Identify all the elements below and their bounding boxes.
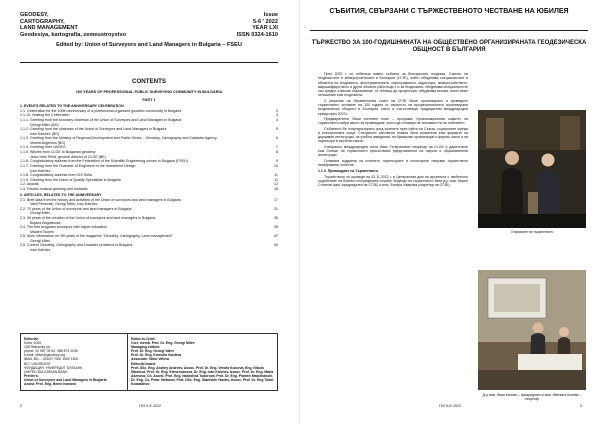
toc-entry (20, 164, 278, 169)
toc-entry-title: 1.1.8. Congratulatory address from GIS Sofia (20, 173, 92, 178)
header-rule (310, 30, 588, 31)
publisher-editor: Assist. Prof. Eng. Belen Ivanova (24, 382, 76, 387)
photo-caption-1: Откриване на тържеството (510, 230, 554, 234)
toc-author: Georgi Milev (30, 211, 51, 216)
editorial-heading: Editorial: (24, 337, 39, 341)
toc-author: Ivan Kalchev (BG) (30, 131, 60, 136)
toc-entry-page: 6 (276, 136, 278, 141)
toc-entry-page: 10 (274, 163, 278, 168)
article-paragraph: Тържеството се проведе на 02.11.2022 г. в Централния дом на архитекта с любезното съдействие на Военно-географската служба. Водещи на тържеството бяха д-р инж. Кирил Стоянов (зам.-председател на СГЗБ) и инж. Бисера Иванова (секретар на СГЗБ). (318, 174, 468, 188)
article-paragraph: Голямата подкрепа на колегите, партньорите и спонсорите направи тържеството незабравимо събитие. (318, 158, 468, 167)
managing-heading: Managing editors: (131, 345, 161, 350)
toc-entry-page: 4 (276, 118, 278, 123)
editorial-line: phone: 02 987 05 52, 088 873 1036 (24, 349, 78, 354)
toc-entry (20, 234, 278, 239)
mast-title-4: Geodesiya, kartografia, zemeustroystvo (20, 31, 127, 38)
right-page-number: 3 (579, 404, 582, 408)
toc-entry-title: 1.1.6. Congratulatory address from the Federation of the Scientific Engineering unions in Bulgaria (FSEU) (20, 159, 188, 164)
editorial-line: ФОНДАЦИЯ: УНИКРЕДИТ БУЛБАНК (24, 365, 83, 370)
toc-entry-title: 1.1.7. Greeting from the Chamber of Engineers in the Investment Design (20, 163, 136, 168)
article-paragraph: През 2022 г. се отбеляза важно събитие за българската геодезия. Съюзът на геодезистите и земеустроителите в България (СГЗБ), който обединява специалистите в областта на геодезията, фотограметрията, картографията, кадастъра, земеустройството, маркшайдерството и други области работещи с и за геодезията, обединява специалистите със средно и висше образование, от техници до професори, обединява всички, които имат отношение към геодезията. (318, 72, 468, 98)
toc-entry-page: 50 (274, 243, 278, 248)
right-header (310, 8, 588, 17)
toc-entry-page: 47 (274, 234, 278, 239)
managing-name: Associate: Nikol Veleva (131, 357, 169, 362)
toc-entry-title: 1.1.1. Greeting from the honorary chairman of the Union of Surveyors and Land Managers in Bulgaria (20, 118, 182, 123)
toc-entry-title: 1.1.10. Hosting the Celebration (20, 113, 70, 118)
toc-entry-page: 11 (274, 173, 278, 178)
toc-entry-title: 1. EVENTS RELATED TO THE ANNIVERSARY CELEBRATION (20, 104, 124, 108)
chief-heading: Editor-in-Chief: (131, 337, 156, 341)
toc-entry-page: 12 (274, 182, 278, 187)
mast-title-2: CARTOGRAPHY, (20, 18, 65, 25)
photo-opening (478, 110, 586, 228)
toc-entry (20, 187, 278, 192)
article-paragraph: Предварително беше изготвен план – програма. Организационния комитет на тържеството избра място за провеждане, което да отговаря на значимостта на събитието. (318, 116, 468, 126)
toc-author: Bojana Bogdanova (30, 220, 61, 225)
article-paragraph: С решение на Управителния съвет на СГЗБ беше организирано и проведено тържествено честване на 100 години от началото на професионалната организирана геодезическа общност в България, както и съпътстващи традиционни международни срещи през 2023 г. (318, 98, 468, 116)
article-heading: ТЪРЖЕСТВО ЗА 100-ГОДИШНИНАТА НА ОБЩЕСТВЕНО ОРГАНИЗИРАНАТА ГЕОДЕЗИЧЕСКА ОБЩНОСТ В БЪЛГАРИЯ (311, 40, 587, 54)
toc-entry (20, 207, 278, 212)
toc-entry-page: 5 (276, 127, 278, 132)
editorial-line: e-mail: office@geodesy.org (24, 353, 66, 358)
toc-entry-title: 2.5. More information on "60 years of the magazine "Geodesy, Cartography, Land management" (20, 234, 173, 239)
toc-entry (20, 225, 278, 230)
article-body (318, 72, 468, 188)
board-heading: Editorial board: (131, 361, 157, 366)
toc-entry-page: 8 (276, 150, 278, 155)
toc-entry-page: 17 (274, 197, 278, 202)
publisher-name: Union of Surveyors and Land Managers in Bulgaria (24, 377, 107, 382)
toc-entry-title: 2.2. 70 years of the Union of surveyors and land managers in Bulgaria (20, 206, 132, 211)
contents-title: CONTENTS (131, 78, 167, 85)
article-paragraph: Събитието бе популяризирано сред колегите през сайта на Съюза, социалните мрежи и електронната поща. Специално изготвени покани бяха изпратени към фирмите на държавни институции, на учебни заведения, на браншови организации и фирми, както и на партньори в изучени съюзи. (318, 126, 468, 144)
contents (20, 78, 278, 252)
right-footer (320, 404, 582, 408)
toc-entry (20, 216, 278, 221)
editorial-line: UNITED BULGARIAN BANK (24, 369, 68, 374)
toc-entry (20, 243, 278, 248)
editorial-box (20, 333, 128, 391)
editorial-line: Sofia, 1000, (24, 341, 43, 346)
masthead (20, 12, 278, 48)
toc-entry-title: 1.1.4. Greeting from UACEG (20, 145, 66, 150)
toc-entry-title: 2.4. The first bulgarian surveyors with higher education (20, 224, 108, 229)
toc-entry-page: 31 (274, 206, 278, 211)
editorial-line: BIC: UNCRBGSF (24, 361, 51, 366)
editorial-board-box (128, 333, 278, 391)
toc-author: Vasil Penevski, Georgi Milev, Ivan Kalchev (30, 202, 98, 207)
contents-part: PART 1 (142, 98, 156, 102)
left-issue: ГКЗ 5-6' 2022 (138, 404, 162, 408)
mast-title-3: LAND MANAGEMENT (20, 25, 78, 32)
toc-entry-title: 1.1.5. Wishes from CLGE to Bulgarian geodesy (20, 150, 96, 155)
mast-issue-1: Issue (263, 12, 278, 18)
toc-entry-page: 3 (276, 113, 278, 118)
right-page (300, 0, 600, 424)
toc-entry-title: 1.3. Festive musical greeting and cocktails (20, 187, 88, 192)
toc-entry-title: 2.3. 95 years of the creation of the Union of surveyors and land managers in Bulgaria (20, 215, 156, 220)
toc-entry-page: 7 (276, 145, 278, 150)
edited-by: Edited by: Union of Surveyors and Land Managers in Bulgaria – FSEU (56, 42, 242, 49)
toc-entry-title: 1.2. Awards (20, 182, 39, 187)
right-issue: ГКЗ 5-6' 2022 (438, 404, 462, 408)
toc-list (20, 104, 278, 252)
toc-author: Ivan Kalchev (30, 247, 51, 252)
chief-name: Corr. memb. Prof. Dr. Eng. Georgi Milev (131, 341, 195, 346)
toc-entry-page: 35 (274, 215, 278, 220)
toc-entry-page: 3 (276, 108, 278, 113)
toc-author: Vesela Angelova (BG) (30, 141, 66, 146)
toc-entry-title: 1.1.9. Greeting from the Union of Quality Specialists in Bulgaria (20, 177, 121, 182)
toc-entry-title: 2. ARTICLES, RELATED TO THE ANNIVERSARY (20, 192, 102, 197)
toc-author: Jean-Yves Pirlot, general director of CLGE (BE) (30, 154, 106, 159)
board-members: Prof. DSc. Eng. Andrey Andreev, Assoc. Prof. Dr. Eng. Venela Kolcova, Eng. Nikola Nikolova, Prof. Dr. Eng. Elena Ivanova, Dr. Eng. Ivan Kalchev, Assoc. Prof. Dr. Eng. Maria Asenova, Ch. Assist. Prof. Eng. Nadezhda Todorova, Prof. Dr. Eng. Plamen Maldzhanski, Dr. Eng. Co. Petar Stefanov, Prof. DSc. Eng. Stanislav Vasilev, Assoc. Prof. Dr. Eng Todor Kostadinov (131, 365, 274, 387)
article-subheading: 1.1.0. Провеждане на Тържеството (318, 169, 378, 174)
managing-name: Prof. Dr. Eng. Georgi Valev (131, 349, 174, 354)
mast-issue-2: 5-6 ' 2022 (253, 18, 278, 25)
toc-author: Ivan Kalchev (30, 168, 51, 173)
toc-entry-title: 1.1. Celebration for the 100th anniversary of a professional organized geodetic community in Bulgaria (20, 108, 182, 113)
photo-caption-2: Д-р инж. Иван Калчев – председател и инж. Ивелина Колева – секретар (482, 393, 582, 402)
editorial-line: 108 Rakovsky str., (24, 345, 52, 350)
toc-entry-title: 2.6. Current Geodesy, Cartography and Cadastre problems in Bulgaria (20, 243, 133, 248)
toc-entry-page: 39 (274, 224, 278, 229)
toc-entry-title: 1.1.3. Greeting from the Ministry of Regional Development and Public Works – Geodesy, Cartography and Cadastre Agency (20, 136, 217, 141)
imprint-boxes (20, 333, 278, 391)
editorial-line: IBAN: BG… UNCR 7000 1500 1500 (24, 357, 79, 362)
toc-entry-page: 9 (276, 159, 278, 164)
photo-presentation (478, 270, 586, 390)
mast-issue-4: ISSN 0324-1610 (236, 31, 278, 38)
article-heading-wrap (310, 36, 588, 54)
toc-entry-title: 1.1.2. Greeting from the chairman of the Union of Surveyors and Land Managers in Bulgaria (20, 127, 167, 132)
managing-name: Prof. Dr. Eng. Kornelia Vasileva (131, 353, 182, 358)
toc-entry-page: 11 (274, 177, 278, 182)
publisher-heading: Printer's: (24, 373, 39, 378)
mast-title-1: GEODESY, (20, 12, 49, 18)
left-footer (20, 404, 278, 408)
mast-rule (20, 62, 278, 63)
contents-subtitle: 100 YEARS OF PROFESSIONAL PUBLIC SURVEYING COMMUNITY IN BULGARIA (75, 90, 223, 94)
left-page-number: 2 (20, 404, 22, 408)
toc-author: Mladen Tsonev (30, 229, 55, 234)
section-heading: СЪБИТИЯ, СВЪРЗАНИ С ТЪРЖЕСТВЕНОТО ЧЕСТВАНЕ НА ЮБИЛЕЯ (329, 8, 569, 15)
toc-entry-page: 16 (274, 187, 278, 192)
toc-author: Georgi Milev (BG) (30, 122, 59, 127)
toc-entry-title: 2.1. Brief data from the history and activities of the Union of surveyors and land managers in Bulgaria (20, 197, 181, 202)
article-paragraph: Специално международни гости бяха: Генералният секретар на CLGE и дарителите към Съюза, на тържеството присъстваха представители на научни и образователни институции. (318, 144, 468, 158)
toc-author: Georgi Milev (30, 238, 51, 243)
mast-issue-3: YEAR LXI (252, 25, 278, 32)
